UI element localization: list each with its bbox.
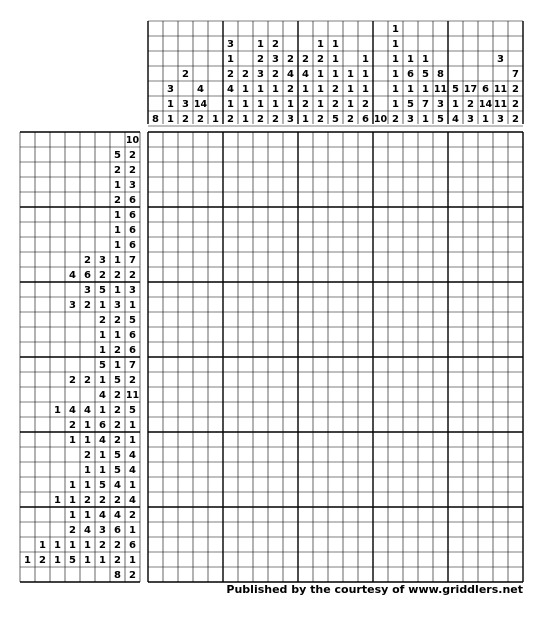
column-clue-number: 1 [392,24,399,35]
column-clue-number: 1 [362,69,369,80]
row-clue-number: 2 [39,555,46,566]
column-clue-number: 3 [497,114,504,125]
column-clue-number: 2 [272,39,279,50]
row-clue-number: 5 [114,375,121,386]
row-clue-number: 6 [129,330,136,341]
column-clue-number: 1 [392,39,399,50]
column-clue-number: 2 [272,114,279,125]
column-clue-number: 2 [362,99,369,110]
row-clue-number: 1 [114,240,121,251]
row-clue-number: 1 [84,555,91,566]
row-clue-number: 1 [99,555,106,566]
column-clue-number: 4 [227,84,234,95]
row-clue-number: 1 [114,225,121,236]
row-clue-number: 1 [54,555,61,566]
column-clue-number: 11 [493,84,508,95]
column-clue-number: 1 [392,69,399,80]
puzzle-grid[interactable] [148,132,523,582]
row-clue-number: 1 [114,180,121,191]
column-clue-number: 1 [317,69,324,80]
column-clue-number: 4 [197,84,204,95]
column-clue-number: 1 [392,54,399,65]
column-clue-number: 1 [392,84,399,95]
publisher-credit: Published by the courtesy of www.griddlers.net [226,583,523,596]
row-clue-number: 2 [99,270,106,281]
column-clue-number: 2 [332,99,339,110]
column-clue-number: 10 [373,114,388,125]
column-clue-number: 2 [332,84,339,95]
column-clue-number: 3 [497,54,504,65]
column-clue-number: 5 [422,69,429,80]
row-clue-number: 1 [99,300,106,311]
row-clue-number: 1 [99,375,106,386]
column-clue-number: 2 [512,114,519,125]
row-clue-number: 1 [69,495,76,506]
row-clue-number: 1 [114,330,121,341]
column-clue-number: 3 [182,99,189,110]
column-clue-number: 3 [167,84,174,95]
row-clue-number: 1 [69,480,76,491]
row-clue-number: 1 [84,435,91,446]
column-clue-number: 2 [257,114,264,125]
column-clue-number: 5 [407,99,414,110]
row-clue-number: 1 [84,510,91,521]
column-clue-number: 1 [422,114,429,125]
row-clue-number: 1 [114,285,121,296]
column-clue-number: 1 [332,39,339,50]
column-clue-number: 7 [422,99,429,110]
row-clue-number: 4 [69,270,76,281]
row-clue-number: 1 [84,480,91,491]
column-clue-number: 1 [227,54,234,65]
column-clue-number: 2 [227,114,234,125]
row-clue-number: 2 [114,555,121,566]
column-clue-number: 3 [407,114,414,125]
row-clue-number: 6 [84,270,91,281]
column-clue-number: 2 [227,69,234,80]
column-clue-number: 5 [332,114,339,125]
row-clue-number: 1 [129,525,136,536]
column-clue-number: 2 [392,114,399,125]
column-clue-number: 6 [362,114,369,125]
row-clue-number: 3 [99,525,106,536]
column-clue-number: 1 [242,114,249,125]
row-clue-number: 4 [84,405,91,416]
row-clue-number: 3 [69,300,76,311]
column-clue-number: 3 [257,69,264,80]
column-clue-number: 1 [332,69,339,80]
row-clue-number: 5 [99,480,106,491]
row-clue-number: 2 [114,495,121,506]
row-clue-grid [20,132,140,582]
column-clue-number: 11 [493,99,508,110]
row-clue-number: 4 [69,405,76,416]
row-clue-number: 4 [99,390,106,401]
column-clue-number: 2 [257,54,264,65]
row-clue-number: 1 [39,540,46,551]
row-clue-number: 1 [114,210,121,221]
row-clue-number: 1 [129,555,136,566]
row-clue-number: 6 [129,540,136,551]
column-clue-number: 1 [452,99,459,110]
row-clue-number: 3 [114,300,121,311]
column-clue-number: 1 [242,99,249,110]
column-clue-number: 3 [467,114,474,125]
row-clue-number: 2 [84,495,91,506]
row-clue-number: 2 [114,390,121,401]
column-clue-number: 1 [302,84,309,95]
column-clue-number: 2 [302,54,309,65]
column-clue-number: 1 [332,54,339,65]
row-clue-number: 2 [114,165,121,176]
row-clue-number: 2 [84,255,91,266]
row-clue-number: 7 [129,360,136,371]
row-clue-number: 1 [129,420,136,431]
column-clue-number: 3 [272,54,279,65]
row-clue-number: 1 [84,420,91,431]
row-clue-number: 1 [99,450,106,461]
column-clue-number: 1 [317,99,324,110]
row-clue-number: 5 [129,315,136,326]
column-clue-number: 6 [482,84,489,95]
row-clue-number: 6 [129,240,136,251]
row-clue-number: 6 [129,195,136,206]
row-clue-number: 1 [84,465,91,476]
column-clue-number: 5 [437,114,444,125]
row-clue-number: 2 [69,375,76,386]
row-clue-number: 2 [114,315,121,326]
row-clue-number: 6 [129,210,136,221]
column-clue-number: 2 [197,114,204,125]
column-clue-number: 2 [467,99,474,110]
column-clue-number: 4 [452,114,459,125]
row-clue-number: 3 [129,180,136,191]
column-clue-number: 2 [317,114,324,125]
row-clue-number: 5 [99,360,106,371]
column-clue-number: 2 [242,69,249,80]
row-clue-number: 4 [114,510,121,521]
row-clue-number: 6 [129,225,136,236]
row-clue-number: 2 [99,315,106,326]
column-clue-number: 1 [227,99,234,110]
row-clue-number: 4 [99,435,106,446]
row-clue-number: 8 [114,570,121,581]
column-clue-number: 2 [182,69,189,80]
row-clue-number: 2 [99,495,106,506]
row-clue-number: 6 [99,420,106,431]
column-clue-number: 4 [302,69,309,80]
column-clue-number: 1 [272,84,279,95]
column-clue-number: 5 [452,84,459,95]
column-clue-number: 1 [362,84,369,95]
row-clue-number: 1 [129,435,136,446]
column-clue-number: 1 [422,84,429,95]
column-clue-number: 1 [317,84,324,95]
row-clue-numbers [24,135,139,581]
row-clue-number: 2 [99,540,106,551]
row-clue-number: 4 [129,495,136,506]
column-clue-number: 2 [512,84,519,95]
column-clue-number: 2 [302,99,309,110]
column-clue-number: 1 [347,99,354,110]
row-clue-number: 4 [84,525,91,536]
column-clue-number: 1 [302,114,309,125]
row-clue-number: 1 [54,540,61,551]
row-clue-number: 2 [114,435,121,446]
column-clue-number: 3 [227,39,234,50]
row-clue-number: 1 [99,330,106,341]
row-clue-number: 2 [129,570,136,581]
column-clue-number: 6 [407,69,414,80]
row-clue-number: 1 [69,435,76,446]
column-clue-number: 1 [257,84,264,95]
row-clue-number: 1 [69,540,76,551]
column-clue-number: 1 [317,39,324,50]
row-clue-number: 2 [129,150,136,161]
row-clue-number: 1 [114,360,121,371]
row-clue-number: 10 [125,135,140,146]
column-clue-number: 3 [437,99,444,110]
row-clue-number: 1 [99,345,106,356]
row-clue-number: 2 [129,375,136,386]
row-clue-number: 7 [129,255,136,266]
row-clue-number: 5 [114,150,121,161]
column-clue-number: 2 [287,84,294,95]
row-clue-number: 1 [129,480,136,491]
column-clue-number: 1 [392,99,399,110]
column-clue-number: 2 [287,54,294,65]
row-clue-number: 2 [114,270,121,281]
row-clue-number: 5 [114,465,121,476]
column-clue-number: 2 [317,54,324,65]
column-clue-number: 1 [347,69,354,80]
column-clue-number: 1 [272,99,279,110]
row-clue-number: 2 [114,405,121,416]
column-clue-number: 1 [407,84,414,95]
row-clue-number: 11 [125,390,140,401]
column-clue-number: 11 [433,84,448,95]
row-clue-number: 4 [129,450,136,461]
row-clue-number: 2 [114,195,121,206]
row-clue-number: 1 [54,495,61,506]
column-clue-number: 2 [182,114,189,125]
row-clue-number: 6 [129,345,136,356]
row-clue-number: 2 [129,270,136,281]
column-clue-number: 2 [272,69,279,80]
column-clue-number: 7 [512,69,519,80]
column-clue-number: 4 [287,69,294,80]
row-clue-number: 1 [24,555,31,566]
row-clue-number: 5 [69,555,76,566]
column-clue-number: 3 [287,114,294,125]
row-clue-number: 1 [129,300,136,311]
row-clue-number: 2 [129,510,136,521]
column-clue-number: 1 [287,99,294,110]
row-clue-number: 4 [129,465,136,476]
column-clue-number: 1 [242,84,249,95]
row-clue-number: 4 [99,510,106,521]
row-clue-number: 1 [84,540,91,551]
column-clue-number: 1 [257,99,264,110]
column-clue-number: 14 [193,99,208,110]
column-clue-number: 8 [152,114,159,125]
row-clue-number: 6 [114,525,121,536]
row-clue-number: 5 [99,285,106,296]
row-clue-number: 4 [114,480,121,491]
row-clue-number: 1 [54,405,61,416]
column-clue-number: 8 [437,69,444,80]
column-clue-number: 14 [478,99,493,110]
column-clue-number: 2 [512,99,519,110]
row-clue-number: 2 [114,420,121,431]
row-clue-number: 2 [84,300,91,311]
row-clue-number: 2 [69,525,76,536]
column-clue-number: 1 [167,114,174,125]
column-clue-number: 1 [257,39,264,50]
row-clue-number: 2 [84,450,91,461]
column-clue-number: 1 [212,114,219,125]
column-clue-number: 17 [463,84,478,95]
column-clue-number: 1 [167,99,174,110]
row-clue-number: 1 [99,405,106,416]
row-clue-number: 3 [129,285,136,296]
row-clue-number: 2 [129,165,136,176]
row-clue-number: 2 [84,375,91,386]
column-clue-number: 1 [482,114,489,125]
row-clue-number: 5 [114,450,121,461]
column-clue-number: 1 [362,54,369,65]
row-clue-number: 3 [84,285,91,296]
row-clue-number: 2 [114,345,121,356]
column-clue-number: 1 [422,54,429,65]
row-clue-number: 2 [114,540,121,551]
column-clue-numbers [152,24,519,125]
row-clue-number: 1 [69,510,76,521]
column-clue-number: 2 [347,114,354,125]
column-clue-number: 1 [347,84,354,95]
row-clue-number: 1 [99,465,106,476]
row-clue-number: 5 [129,405,136,416]
column-clue-number: 1 [407,54,414,65]
row-clue-number: 2 [69,420,76,431]
row-clue-number: 3 [99,255,106,266]
row-clue-number: 1 [114,255,121,266]
